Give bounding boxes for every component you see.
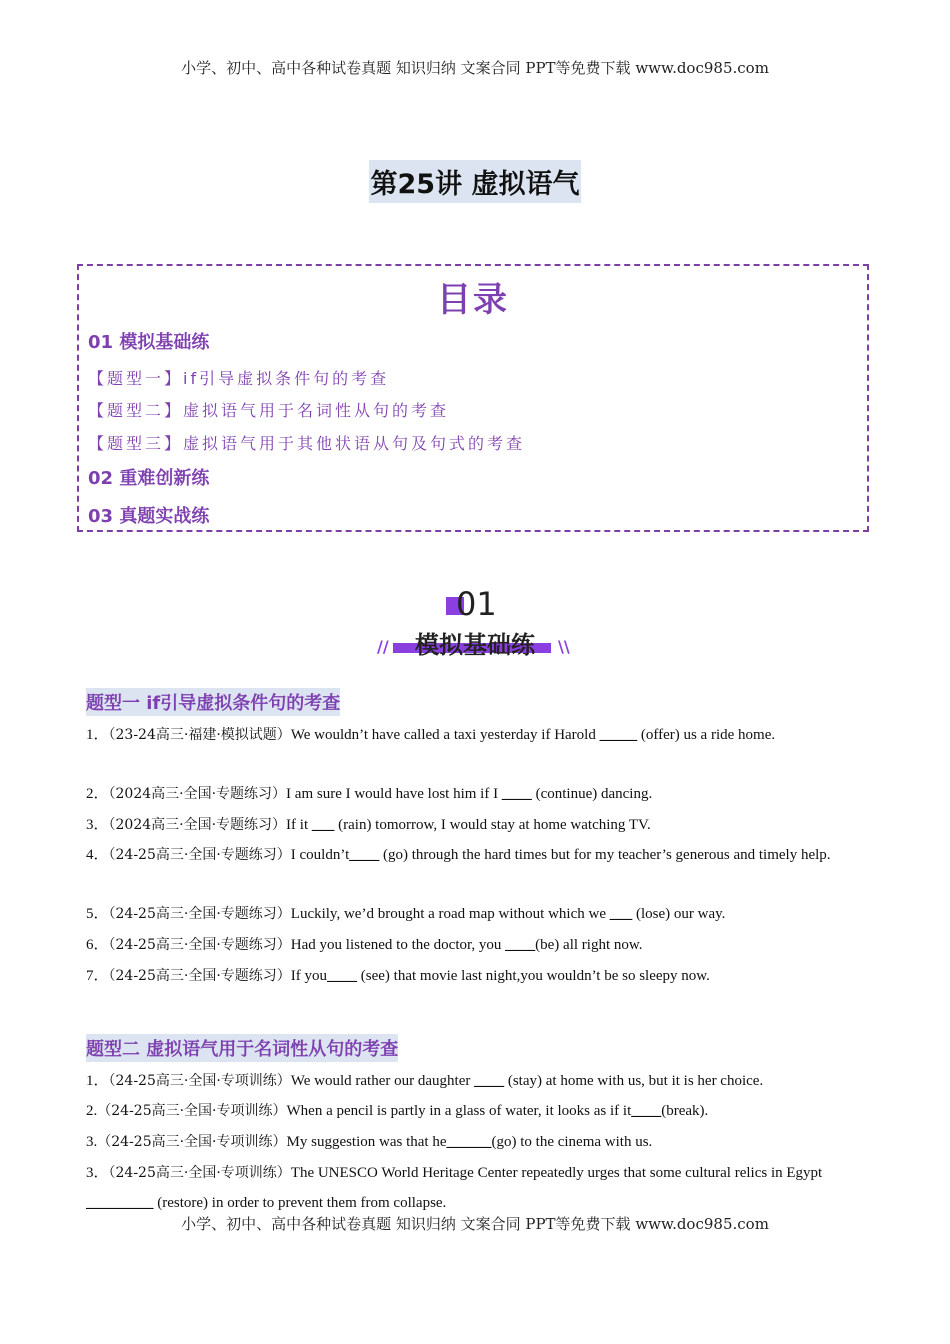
question-text-end: (stay) at home with us, but it is her choice. xyxy=(504,1073,764,1089)
answer-blank[interactable]: ___ xyxy=(609,906,633,922)
question-source: （2024高三·全国·专题练习） xyxy=(108,817,287,833)
badge-text: 模拟基础练 xyxy=(415,631,535,659)
question-number: 3. xyxy=(86,1134,98,1150)
question-text: The UNESCO World Heritage Center repeatedly urges that some cultural relics in Egypt xyxy=(290,1165,823,1181)
question-number: 5． xyxy=(86,906,109,922)
page-footer: 小学、初中、高中各种试卷真题 知识归纳 文案合同 PPT等免费下载 www.doc985.com xyxy=(181,1215,769,1233)
answer-blank[interactable]: ____ xyxy=(349,847,380,863)
section-2-heading: 题型二 虚拟语气用于名词性从句的考查 xyxy=(86,1034,398,1062)
question-number: 2. xyxy=(86,1103,98,1119)
section-badge xyxy=(0,585,950,660)
question-text-end: (offer) us a ride home. xyxy=(637,727,776,743)
question-source: （23-24高三·福建·模拟试题） xyxy=(108,727,291,743)
question-text-end: (rain) tomorrow, I would stay at home watching TV. xyxy=(334,817,651,833)
section-1-heading: 题型一 if引导虚拟条件句的考查 xyxy=(86,688,340,716)
question-text-end: (go) through the hard times but for my teacher’s generous and timely help. xyxy=(379,847,831,863)
question-number: 1． xyxy=(86,727,109,743)
question-item xyxy=(86,899,866,929)
question-source: （24-25高三·全国·专项训练） xyxy=(97,1134,287,1150)
question-text-end: (restore) in order to prevent them from collapse. xyxy=(153,1195,447,1211)
question-number: 7． xyxy=(86,968,109,984)
question-item xyxy=(86,930,866,960)
question-text-end: (go) to the cinema with us. xyxy=(491,1134,653,1150)
question-item xyxy=(86,961,866,991)
page-header: 小学、初中、高中各种试卷真题 知识归纳 文案合同 PPT等免费下载 www.doc985.com xyxy=(181,59,769,77)
question-text: We wouldn’t have called a taxi yesterday if Harold xyxy=(290,727,600,743)
question-item xyxy=(86,1127,866,1157)
question-number: 2． xyxy=(86,786,109,802)
answer-blank[interactable]: ____ xyxy=(501,786,532,802)
question-text-end: (be) all right now. xyxy=(535,937,643,953)
badge-right-deco: \\ xyxy=(558,637,570,656)
question-text: Luckily, we’d brought a road map without which we xyxy=(290,906,610,922)
question-text: My suggestion was that he xyxy=(286,1134,447,1150)
question-text-end: (lose) our way. xyxy=(632,906,726,922)
toc-title: 目录 xyxy=(437,280,509,320)
lesson-title: 第25讲 虚拟语气 xyxy=(369,160,582,203)
question-text-end: (see) that movie last night,you wouldn’t be so sleepy now. xyxy=(357,968,710,984)
question-text: I couldn’t xyxy=(290,847,350,863)
answer-blank[interactable]: _____ xyxy=(599,727,638,743)
toc-section-2[interactable]: 02 重难创新练 xyxy=(88,468,210,489)
question-item xyxy=(86,810,866,840)
question-number: 1． xyxy=(86,1073,109,1089)
answer-blank[interactable]: ____ xyxy=(631,1103,662,1119)
question-source: （24-25高三·全国·专题练习） xyxy=(108,937,291,953)
question-number: 3． xyxy=(86,1165,109,1181)
question-number: 4． xyxy=(86,847,109,863)
question-number: 3． xyxy=(86,817,109,833)
answer-blank[interactable]: ____ xyxy=(505,937,536,953)
question-text-end: (continue) dancing. xyxy=(531,786,653,802)
lesson-title-wrap xyxy=(0,160,950,203)
question-text: When a pencil is partly in a glass of water, it looks as if it xyxy=(286,1103,632,1119)
question-source: （24-25高三·全国·专题练习） xyxy=(108,847,291,863)
question-source: （24-25高三·全国·专项训练） xyxy=(108,1073,291,1089)
answer-blank[interactable]: ____ xyxy=(474,1073,505,1089)
question-text: If it xyxy=(286,817,312,833)
question-source: （24-25高三·全国·专项训练） xyxy=(97,1103,287,1119)
question-text: I am sure I would have lost him if I xyxy=(286,786,502,802)
toc-item-2[interactable]: 【题型二】虚拟语气用于名词性从句的考查 xyxy=(88,401,450,420)
answer-blank[interactable]: ______ xyxy=(446,1134,492,1150)
question-item xyxy=(86,1096,866,1126)
answer-blank[interactable]: _________ xyxy=(86,1195,154,1211)
toc-section-3[interactable]: 03 真题实战练 xyxy=(88,506,210,527)
question-text: Had you listened to the doctor, you xyxy=(290,937,506,953)
question-text-end: (break). xyxy=(661,1103,709,1119)
toc-section-1[interactable]: 01 模拟基础练 xyxy=(88,332,210,353)
toc-item-1[interactable]: 【题型一】if引导虚拟条件句的考查 xyxy=(88,369,390,388)
answer-blank[interactable]: ___ xyxy=(311,817,335,833)
question-text: If you xyxy=(290,968,328,984)
question-item xyxy=(86,1158,866,1218)
question-item xyxy=(86,1066,866,1096)
question-source: （24-25高三·全国·专题练习） xyxy=(108,906,291,922)
question-text: We would rather our daughter xyxy=(290,1073,475,1089)
table-of-contents xyxy=(77,264,869,532)
question-source: （24-25高三·全国·专题练习） xyxy=(108,968,291,984)
question-item xyxy=(86,720,866,750)
question-source: （2024高三·全国·专题练习） xyxy=(108,786,287,802)
badge-number: 01 xyxy=(456,585,497,623)
question-source: （24-25高三·全国·专项训练） xyxy=(108,1165,291,1181)
question-item xyxy=(86,840,866,870)
badge-left-deco: // xyxy=(377,637,389,656)
answer-blank[interactable]: ____ xyxy=(327,968,358,984)
question-number: 6． xyxy=(86,937,109,953)
question-item xyxy=(86,779,866,809)
toc-item-3[interactable]: 【题型三】虚拟语气用于其他状语从句及句式的考查 xyxy=(88,434,526,453)
